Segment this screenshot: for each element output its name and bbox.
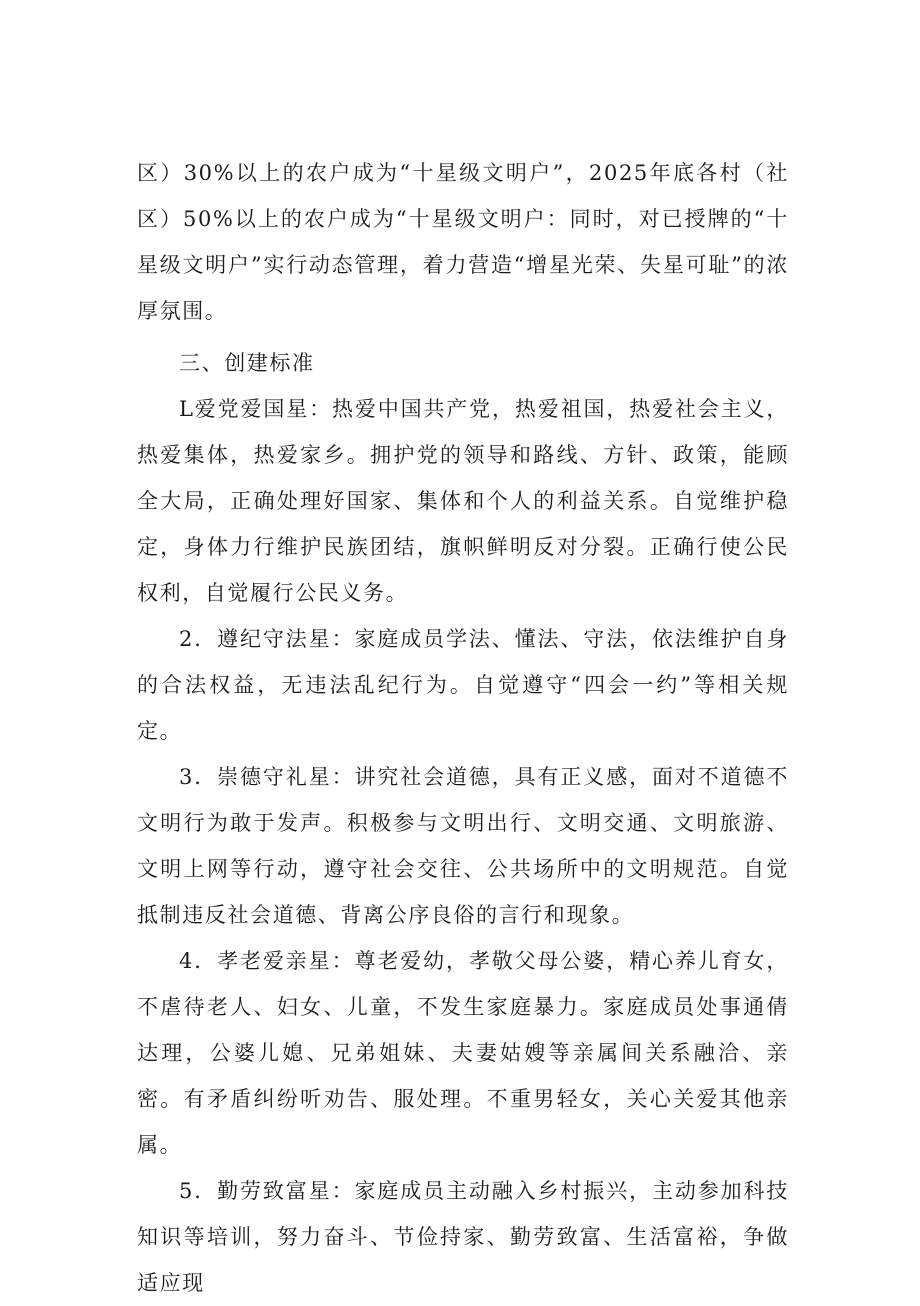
- continuation-paragraph: 区）30%以上的农户成为“十星级文明户”，2025年底各村（社区）50%以上的农户成为“十星级文明户：同时，对已授牌的“十星级文明户”实行动态管理，着力营造“增星光荣、失星可耻”的浓厚氛围。: [137, 161, 789, 323]
- standard-item-4: 4．孝老爱亲星：尊老爱幼，孝敬父母公婆，精心养儿育女，不虐待老人、妇女、儿童，不发生家庭暴力。家庭成员处事通倩达理，公婆儿媳、兄弟姐妹、夫妻姑嫂等亲属间关系融洽、亲密。有矛盾纠纷听劝告、服处理。不重男轻女，关心关爱其他亲属。: [137, 949, 789, 1157]
- document-body: [137, 150, 789, 1306]
- section-heading: 三、创建标准: [179, 351, 315, 375]
- standard-item-2: 2．遵纪守法星：家庭成员学法、懂法、守法，依法维护自身的合法权益，无违法乱纪行为。自觉遵守“四会一约”等相关规定。: [137, 627, 789, 743]
- standard-item-1: L爱党爱国星：热爱中国共产党，热爱祖国，热爱社会主义，热爱集体，热爱家乡。拥护党的领导和路线、方针、政策，能顾全大局，正确处理好国家、集体和个人的利益关系。自觉维护稳定，身体力行维护民族团结，旗帜鲜明反对分裂。正确行使公民权利，自觉履行公民义务。: [137, 397, 789, 605]
- standard-item-3: 3．崇德守礼星：讲究社会道德，具有正义感，面对不道德不文明行为敢于发声。积极参与文明出行、文明交通、文明旅游、文明上网等行动，遵守社会交往、公共场所中的文明规范。自觉抵制违反社会道德、背离公序良俗的言行和现象。: [137, 765, 789, 927]
- standard-item-5: 5．勤劳致富星：家庭成员主动融入乡村振兴，主动参加科技知识等培训，努力奋斗、节俭持家、勤劳致富、生活富裕，争做适应现: [137, 1179, 789, 1295]
